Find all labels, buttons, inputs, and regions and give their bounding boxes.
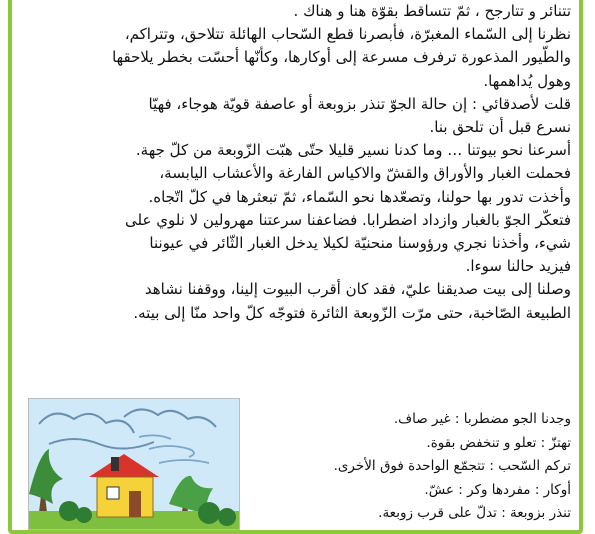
story-line: فيزيد حالنا سوءا. bbox=[465, 257, 571, 276]
story-text bbox=[18, 0, 571, 325]
vocabulary-item: وجدنا الجو مضطربا : غير صاف. bbox=[393, 411, 571, 427]
story-line: قلت لأصدقائي : إن حالة الجوّ تنذر بزوبعة أو عاصفة قويّة هوجاء، فهيّا bbox=[148, 94, 571, 113]
story-line: والطّيور المذعورة ترفرف مسرعة إلى أوكارها، وكأنّها أحسّت بخطر يلاحقها bbox=[112, 48, 571, 67]
story-line: الطبيعة الصّاخبة، حتى مرّت الزّوبعة الثائرة فتوجّه كلّ واحد منّا إلى بيته. bbox=[133, 303, 571, 322]
storm-scene bbox=[29, 399, 239, 529]
story-line: وهول يُداهمها. bbox=[483, 71, 571, 90]
story-line: تتنائر و تتارجح ، ثمّ تتساقط بقوّة هنا و هناك . bbox=[293, 2, 571, 20]
story-line: فحملت الغبار والأوراق والقشّ والاكياس الفارغة والأعشاب اليابسة، bbox=[159, 164, 571, 183]
storm-illustration bbox=[28, 398, 240, 530]
vocabulary-item: أوكار : مفردها وكر : عشّ. bbox=[424, 481, 571, 498]
story-line: نسرع قبل أن تلحق بنا. bbox=[429, 118, 571, 137]
story-line: وأخذت تدور بها حولنا، وتصعّدها نحو السّماء، ثمّ تبعثرها في كلّ اتّجاه. bbox=[148, 187, 571, 206]
story-line: أسرعنا نحو بيوتنا … وما كدنا نسير قليلا حتّى هبّت الزّوبعة من كلّ جهة. bbox=[135, 141, 571, 160]
vocabulary-item: تهتزّ : تعلو و تنخفض بقوة. bbox=[426, 434, 571, 451]
story-line: شيء، وأخذنا نجري ورؤوسنا منحنيّة لكيلا يدخل الغبار الثّائر في عيوننا bbox=[149, 234, 571, 253]
vocabulary-item: تنذر بزوبعة : تدلّ على قرب زوبعة. bbox=[378, 505, 571, 521]
vocabulary-item: تركم السّحب : تتجمّع الواحدة فوق الأخرى. bbox=[333, 458, 571, 474]
story-line: نظرنا إلى السّماء المغبرّة، فأبصرنا قطع السّحاب الهائلة تتلاحق، وتتراكم، bbox=[124, 25, 571, 44]
vocabulary-list bbox=[251, 408, 571, 526]
story-line: وصلنا إلى بيت صديقنا عليّ، فقد كان أقرب البيوت إلينا، ووقفنا نشاهد bbox=[144, 280, 571, 299]
story-line: فتعكّر الجوّ بالغبار وازداد اضطرابا. فضاعفنا سرعتنا مهرولين لا نلوي على bbox=[125, 210, 571, 229]
